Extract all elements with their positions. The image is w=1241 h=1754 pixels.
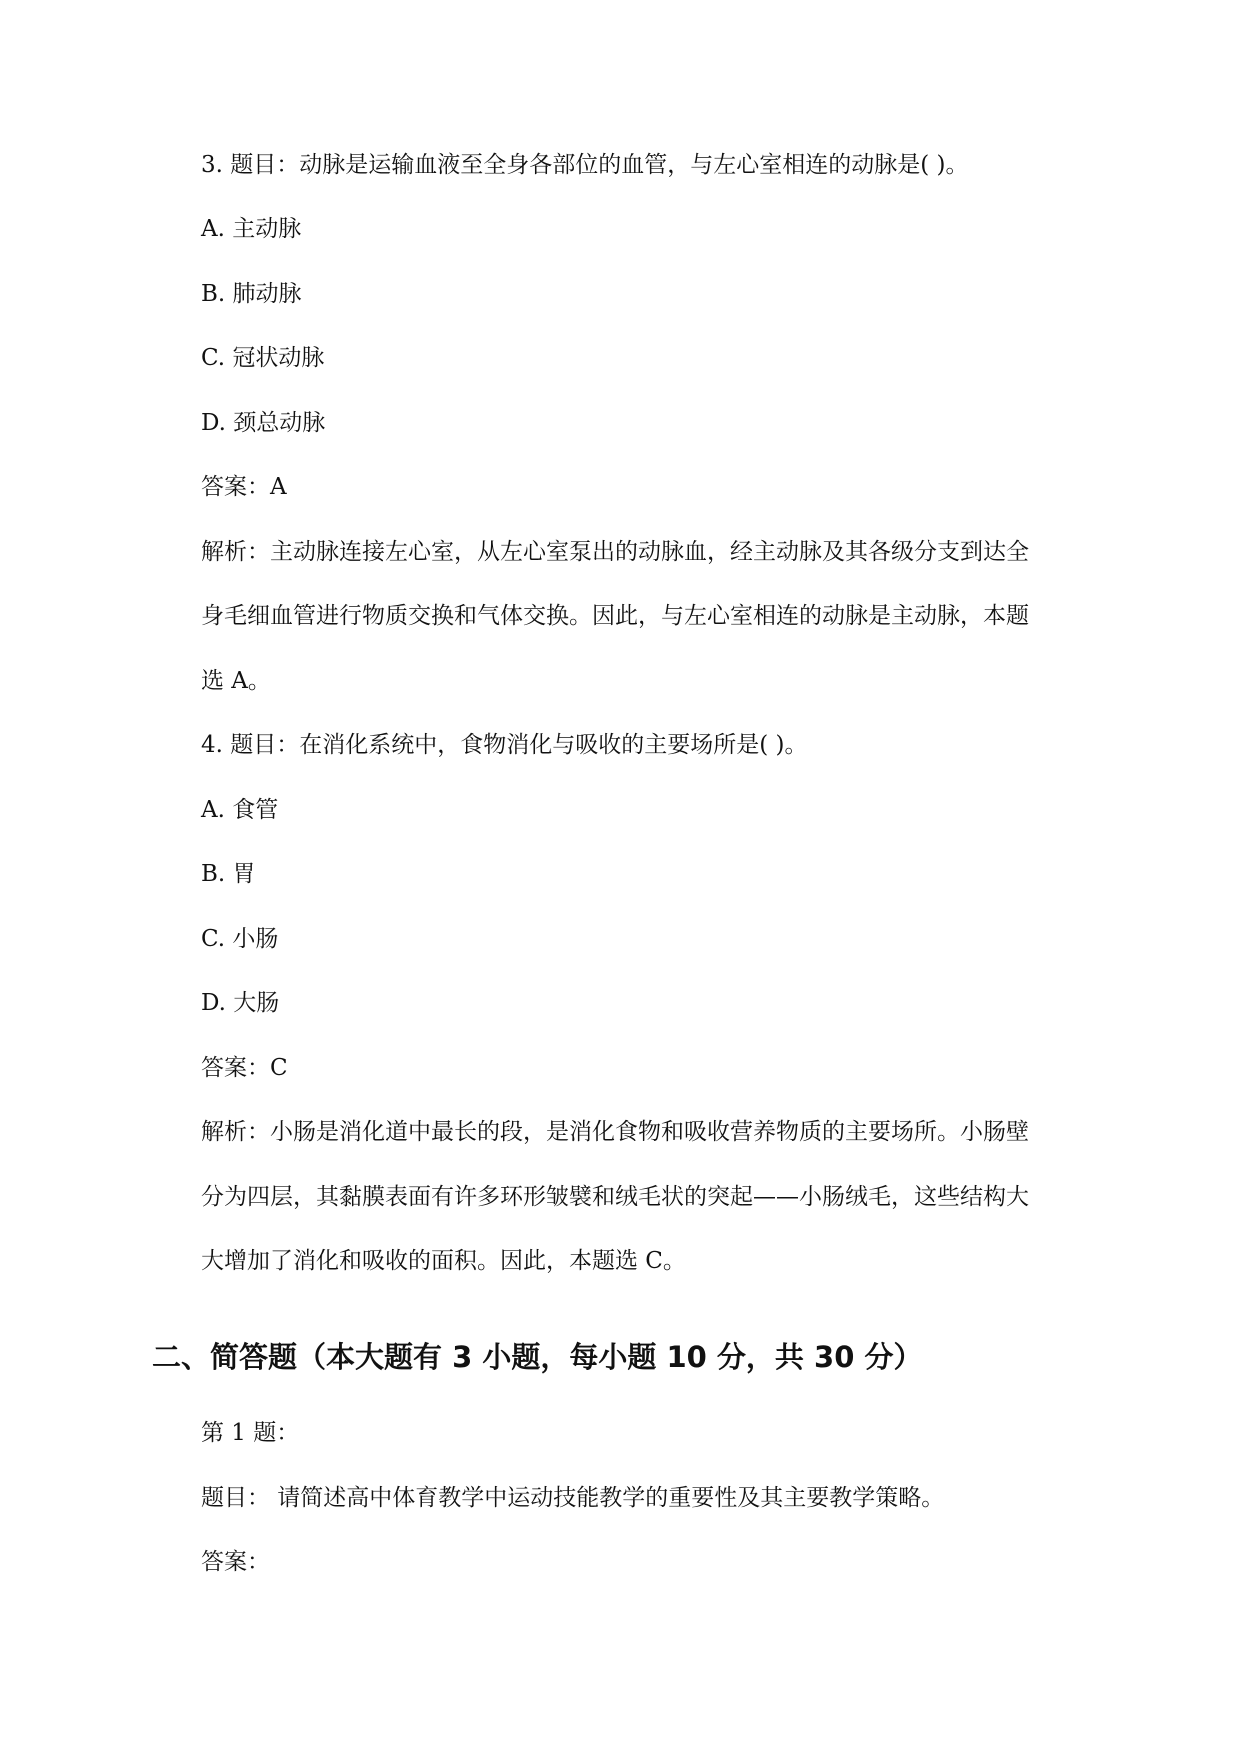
q3-answer: 答案：A	[201, 474, 287, 500]
q4-option-a: A. 食管	[201, 797, 279, 823]
q3-analysis-line-2: 身毛细血管进行物质交换和气体交换。因此，与左心室相连的动脉是主动脉，本题	[201, 603, 1029, 629]
q4-analysis-line-1: 解析：小肠是消化道中最长的段，是消化食物和吸收营养物质的主要场所。小肠壁	[201, 1119, 1029, 1145]
q4-analysis-line-3: 大增加了消化和吸收的面积。因此，本题选 C。	[201, 1248, 686, 1274]
q4-option-b: B. 胃	[201, 861, 256, 887]
q4-option-d: D. 大肠	[201, 990, 280, 1016]
q3-option-a: A. 主动脉	[201, 216, 302, 242]
q3-analysis-line-1: 解析：主动脉连接左心室，从左心室泵出的动脉血，经主动脉及其各级分支到达全	[201, 539, 1029, 565]
q4-analysis-line-2: 分为四层，其黏膜表面有许多环形皱襞和绒毛状的突起——小肠绒毛，这些结构大	[201, 1184, 1029, 1210]
section-heading: 二、简答题（本大题有 3 小题，每小题 10 分，共 30 分）	[152, 1340, 923, 1374]
q4-option-c: C. 小肠	[201, 926, 279, 952]
q3-analysis-line-3: 选 A。	[201, 668, 271, 694]
q3-stem: 3. 题目：动脉是运输血液至全身各部位的血管，与左心室相连的动脉是( )。	[201, 152, 969, 178]
q3-option-c: C. 冠状动脉	[201, 345, 325, 371]
section2-q1-label: 第 1 题：	[201, 1420, 300, 1446]
q3-option-b: B. 肺动脉	[201, 281, 302, 307]
q4-answer: 答案：C	[201, 1055, 288, 1081]
section2-q1-stem: 题目： 请简述高中体育教学中运动技能教学的重要性及其主要教学策略。	[201, 1485, 945, 1511]
section2-q1-answer-label: 答案：	[201, 1549, 270, 1575]
q3-option-d: D. 颈总动脉	[201, 410, 326, 436]
q4-stem: 4. 题目：在消化系统中，食物消化与吸收的主要场所是( )。	[201, 732, 808, 758]
